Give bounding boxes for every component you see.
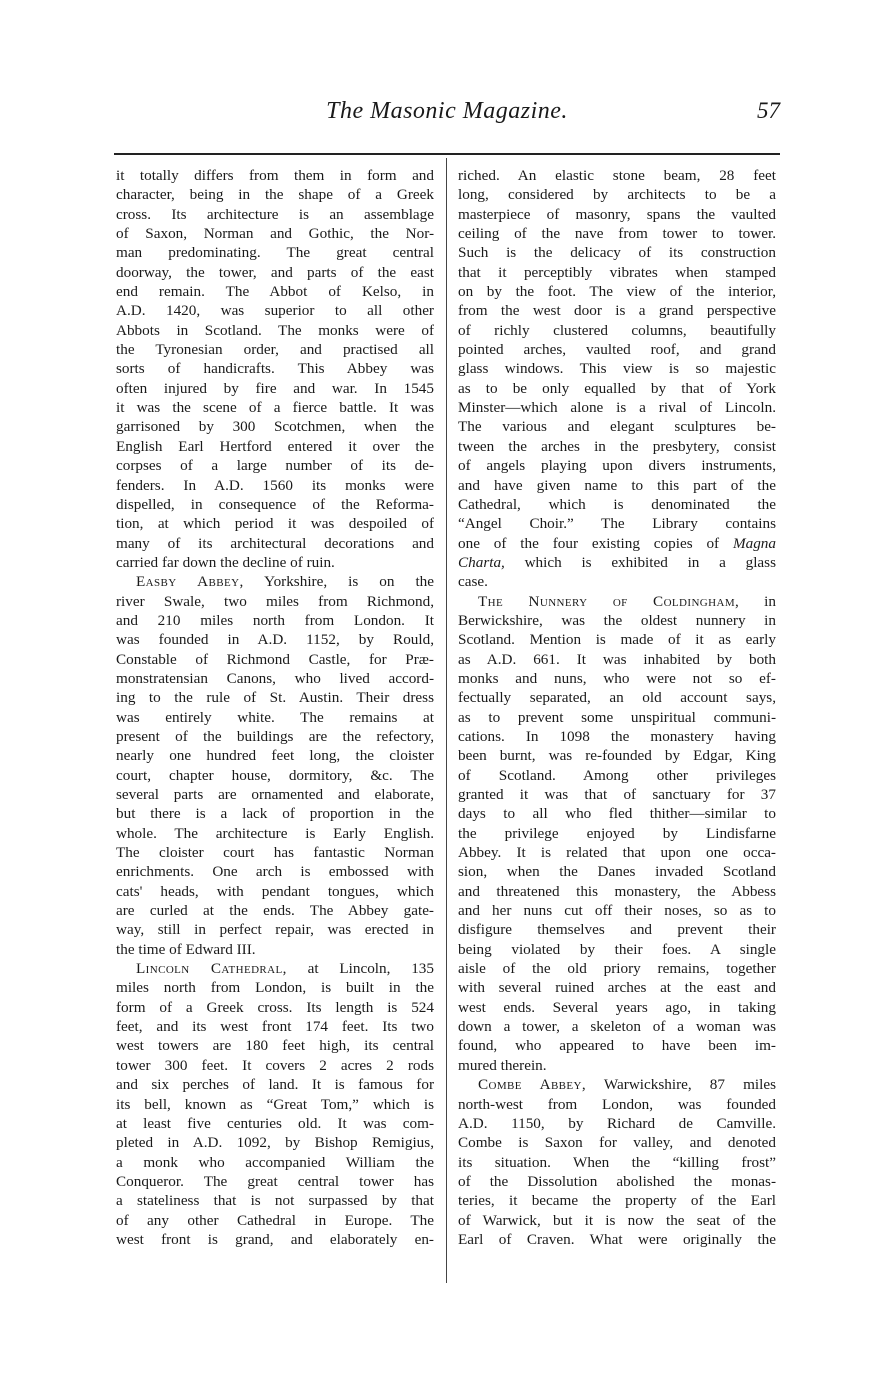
page-header [114, 98, 780, 138]
line-text: Warwickshire, 87 miles [586, 1076, 776, 1094]
text-line [116, 940, 434, 959]
line-text: Minster—which alone is a rival of Lincoln. [458, 399, 776, 417]
line-text: pointed arches, vaulted roof, and grand [458, 341, 776, 359]
text-line [458, 340, 776, 359]
text-line [116, 398, 434, 417]
line-text: it was the scene of a fierce battle. It was [116, 399, 434, 417]
line-text: cations. In 1098 the monastery having [458, 727, 776, 745]
line-text: of Scotland. Among other privileges [458, 766, 776, 784]
line-text: ing to the rule of St. Austin. Their dress [116, 689, 434, 707]
line-text: was founded in A.D. 1152, by Rould, [116, 631, 434, 649]
text-line [116, 592, 434, 611]
line-text: form of a Greek cross. Its length is 524 [116, 998, 434, 1016]
text-line [458, 882, 776, 901]
text-line [458, 1075, 776, 1094]
line-text: doorway, the tower, and parts of the east [116, 263, 434, 281]
text-line [458, 1114, 776, 1133]
line-text: several parts are ornamented and elaborate, [116, 786, 434, 803]
text-line [116, 1211, 434, 1230]
line-text: in [739, 592, 776, 610]
text-line [458, 611, 776, 630]
line-text: tion, at which period it was despoiled of [116, 515, 434, 533]
line-text: Berwickshire, was the oldest nunnery in [458, 611, 776, 629]
line-text: on by the foot. The view of the interior, [458, 283, 776, 301]
line-text: of Saxon, Norman and Gothic, the Nor- [116, 225, 434, 243]
text-line [458, 282, 776, 301]
text-line [116, 978, 434, 997]
text-line [116, 553, 434, 572]
text-line [458, 940, 776, 959]
text-line [458, 437, 776, 456]
line-text: with several ruined arches at the east and [458, 979, 776, 997]
line-text: Scotland. Mention is made of it as early [458, 631, 776, 649]
text-line [116, 263, 434, 282]
text-line [116, 727, 434, 746]
text-line [458, 978, 776, 997]
line-text: of any other Cathedral in Europe. The [116, 1211, 434, 1229]
text-line [458, 1036, 776, 1055]
text-line [116, 1036, 434, 1055]
line-text: a monk who accompanied William the [116, 1153, 434, 1171]
italic-text: Charta, [458, 553, 505, 571]
text-line [116, 417, 434, 436]
text-line [116, 185, 434, 204]
line-text: and 210 miles north from London. It [116, 611, 434, 629]
text-line [116, 282, 434, 301]
line-text: the time of Edward III. [116, 940, 256, 958]
text-line [116, 920, 434, 939]
text-line [116, 785, 434, 804]
section-heading: The Nunnery of Coldingham, [478, 592, 740, 610]
line-text: but there is a lack of proportion in the [116, 805, 434, 823]
text-line [458, 185, 776, 204]
text-line [458, 785, 776, 804]
text-line [116, 166, 434, 185]
line-text: it totally differs from them in form and [116, 167, 434, 184]
line-text: at least five centuries old. It was com- [116, 1114, 434, 1132]
line-text: riched. An elastic stone beam, 28 feet [458, 167, 776, 184]
line-text: of Warwick, but it is now the seat of the [458, 1211, 776, 1229]
line-text: Abbey. It is related that upon one occa- [458, 844, 776, 862]
line-text: Abbots in Scotland. The monks were of [116, 321, 434, 339]
line-text: as A.D. 661. It was inhabited by both [458, 650, 776, 668]
line-text: which is exhibited in a glass [504, 553, 776, 571]
text-line [116, 1133, 434, 1152]
line-text: of angels playing upon divers instruments, [458, 457, 776, 475]
line-text: a stateliness that is not surpassed by that [116, 1192, 434, 1210]
text-line [458, 224, 776, 243]
text-line [116, 669, 434, 688]
text-line [458, 359, 776, 378]
page-number: 57 [757, 98, 780, 123]
text-line [116, 476, 434, 495]
line-text: granted it was that of sanctuary for 37 [458, 786, 776, 803]
line-text: A.D. 1420, was superior to all other [116, 302, 434, 320]
text-line [116, 611, 434, 630]
text-line [458, 456, 776, 475]
line-text: one of the four existing copies of [458, 534, 733, 552]
text-line [116, 862, 434, 881]
line-text: “Angel Choir.” The Library contains [458, 515, 776, 533]
text-line [116, 514, 434, 533]
line-text: Such is the delicacy of its construction [458, 244, 776, 262]
line-text: sorts of handicrafts. This Abbey was [116, 360, 434, 378]
text-line [458, 746, 776, 765]
line-text: monstratensian Canons, who lived accord- [116, 669, 434, 687]
text-line [116, 708, 434, 727]
text-line [458, 824, 776, 843]
line-text: and her nuns cut off their noses, so as to [458, 902, 776, 920]
text-line [458, 1230, 776, 1249]
running-title: The Masonic Magazine. [326, 98, 568, 124]
text-line [116, 1191, 434, 1210]
line-text: days to all who fled thither—similar to [458, 805, 776, 823]
line-text: being violated by their foes. A single [458, 940, 776, 958]
text-line [458, 1133, 776, 1152]
line-text: down a tower, a skeleton of a woman was [458, 1018, 776, 1036]
text-line [458, 379, 776, 398]
line-text: west front is grand, and elaborately en- [116, 1230, 434, 1248]
text-line [458, 843, 776, 862]
line-text: way, still in perfect repair, was erected in [116, 921, 434, 939]
text-line [458, 398, 776, 417]
line-text: cats' heads, with pendant tongues, which [116, 882, 434, 900]
text-line [116, 205, 434, 224]
text-line [458, 862, 776, 881]
line-text: end remain. The Abbot of Kelso, in [116, 283, 434, 301]
line-text: Cathedral, which is denominated the [458, 495, 776, 513]
text-line [458, 727, 776, 746]
text-line [116, 688, 434, 707]
line-text: character, being in the shape of a Greek [116, 186, 434, 204]
line-text: its bell, known as “Great Tom,” which is [116, 1095, 434, 1113]
text-line [116, 1075, 434, 1094]
line-text: garrisoned by 300 Scotchmen, when the [116, 418, 434, 436]
text-line [458, 901, 776, 920]
line-text: and threatened this monastery, the Abbess [458, 882, 776, 900]
column-divider [446, 158, 447, 1283]
text-line [116, 224, 434, 243]
text-line [116, 340, 434, 359]
text-line [116, 998, 434, 1017]
line-text: Combe is Saxon for valley, and denoted [458, 1134, 776, 1152]
text-line [458, 688, 776, 707]
line-text: sion, when the Danes invaded Scotland [458, 863, 776, 881]
line-text: masterpiece of masonry, spans the vaulted [458, 205, 776, 223]
text-line [116, 1095, 434, 1114]
text-line [116, 495, 434, 514]
line-text: enrichments. One arch is embossed with [116, 863, 434, 881]
text-line [458, 1056, 776, 1075]
text-line [458, 205, 776, 224]
text-line [116, 534, 434, 553]
line-text: carried far down the decline of ruin. [116, 553, 335, 571]
text-line [458, 1191, 776, 1210]
line-text: court, chapter house, dormitory, &c. The [116, 766, 434, 784]
text-line [116, 379, 434, 398]
right-column [458, 166, 776, 1249]
text-line [458, 1017, 776, 1036]
text-line [116, 804, 434, 823]
line-text: found, who appeared to have been im- [458, 1037, 776, 1055]
text-line [116, 766, 434, 785]
text-line [458, 669, 776, 688]
text-line [458, 321, 776, 340]
text-line [458, 1153, 776, 1172]
line-text: and have given name to this part of the [458, 476, 776, 494]
text-line [458, 514, 776, 533]
text-line [458, 959, 776, 978]
text-line [116, 1056, 434, 1075]
text-line [458, 534, 776, 553]
line-text: was entirely white. The remains at [116, 708, 434, 726]
text-line [116, 843, 434, 862]
text-line [458, 1172, 776, 1191]
text-line [458, 804, 776, 823]
text-line [116, 959, 434, 978]
text-line [116, 1153, 434, 1172]
line-text: fenders. In A.D. 1560 its monks were [116, 476, 434, 494]
line-text: Yorkshire, is on the [243, 573, 434, 591]
text-line [116, 630, 434, 649]
text-line [458, 1095, 776, 1114]
text-line [116, 1172, 434, 1191]
text-line [458, 263, 776, 282]
text-line [458, 630, 776, 649]
line-text: from the west door is a grand perspective [458, 302, 776, 320]
text-line [458, 495, 776, 514]
line-text: west ends. Several years ago, in taking [458, 998, 776, 1016]
line-text: north-west from London, was founded [458, 1095, 776, 1113]
text-line [116, 301, 434, 320]
line-text: Constable of Richmond Castle, for Præ- [116, 650, 434, 668]
line-text: glass windows. This view is so majestic [458, 360, 776, 378]
line-text: west towers are 180 feet high, its central [116, 1037, 434, 1055]
line-text: Earl of Craven. What were originally the [458, 1230, 776, 1248]
text-line [458, 572, 776, 591]
line-text: pleted in A.D. 1092, by Bishop Remigius, [116, 1134, 434, 1152]
line-text: of the Dissolution abolished the monas- [458, 1172, 776, 1190]
text-line [458, 920, 776, 939]
line-text: as to be only equalled by that of York [458, 379, 776, 397]
text-line [458, 476, 776, 495]
line-text: miles north from London, is built in the [116, 979, 434, 997]
line-text: man predominating. The great central [116, 244, 434, 262]
line-text: often injured by fire and war. In 1545 [116, 379, 434, 397]
text-line [116, 572, 434, 591]
line-text: ceiling of the nave from tower to tower. [458, 225, 776, 243]
text-line [116, 901, 434, 920]
text-line [116, 882, 434, 901]
line-text: as to prevent some unspiritual communi- [458, 708, 776, 726]
line-text: are curled at the ends. The Abbey gate- [116, 902, 434, 920]
line-text: cross. Its architecture is an assemblage [116, 205, 434, 223]
text-line [116, 456, 434, 475]
line-text: river Swale, two miles from Richmond, [116, 592, 434, 610]
line-text: tower 300 feet. It covers 2 acres 2 rods [116, 1056, 434, 1074]
line-text: of richly clustered columns, beautifully [458, 321, 776, 339]
line-text: that it perceptibly vibrates when stamped [458, 263, 776, 281]
line-text: fectually separated, an old account says, [458, 689, 776, 707]
text-line [116, 746, 434, 765]
line-text: been burnt, was re-founded by Edgar, King [458, 747, 776, 765]
text-line [458, 301, 776, 320]
text-line [458, 708, 776, 727]
text-line [458, 166, 776, 185]
text-line [458, 998, 776, 1017]
text-line [116, 1114, 434, 1133]
line-text: disfigure themselves and prevent their [458, 921, 776, 939]
text-line [116, 1017, 434, 1036]
text-line [116, 437, 434, 456]
line-text: long, considered by architects to be a [458, 186, 776, 204]
line-text: nearly one hundred feet long, the cloister [116, 747, 434, 765]
text-line [116, 321, 434, 340]
line-text: mured therein. [458, 1056, 547, 1074]
line-text: English Earl Hertford entered it over the [116, 437, 434, 455]
section-heading: Combe Abbey, [478, 1076, 587, 1094]
line-text: the privilege enjoyed by Lindisfarne [458, 824, 776, 842]
text-line [116, 1230, 434, 1249]
text-line [458, 553, 776, 572]
line-text: many of its architectural decorations and [116, 534, 434, 552]
text-line [116, 650, 434, 669]
section-heading: Lincoln Cathedral, [136, 960, 287, 978]
line-text: tween the arches in the presbytery, consist [458, 437, 776, 455]
italic-text: Magna [732, 534, 776, 552]
text-line [458, 592, 776, 611]
line-text: its situation. When the “killing frost” [458, 1153, 776, 1171]
text-line [458, 243, 776, 262]
line-text: Conqueror. The great central tower has [116, 1172, 434, 1190]
line-text: case. [458, 573, 488, 591]
line-text: A.D. 1150, by Richard de Camville. [458, 1114, 776, 1132]
text-line [458, 650, 776, 669]
section-heading: Easby Abbey, [136, 573, 244, 591]
text-line [458, 766, 776, 785]
line-text: dispelled, in consequence of the Reforma- [116, 495, 434, 513]
line-text: The cloister court has fantastic Norman [116, 844, 434, 862]
line-text: corpses of a large number of its de- [116, 457, 434, 475]
line-text: aisle of the old priory remains, together [458, 960, 776, 978]
line-text: monks and nuns, who were not so ef- [458, 669, 776, 687]
line-text: The various and elegant sculptures be- [458, 418, 776, 436]
line-text: present of the buildings are the refectory, [116, 727, 434, 745]
line-text: and six perches of land. It is famous for [116, 1076, 434, 1094]
line-text: whole. The architecture is Early English. [116, 824, 434, 842]
text-line [116, 243, 434, 262]
text-line [458, 417, 776, 436]
left-column [116, 166, 434, 1249]
line-text: teries, it became the property of the Earl [458, 1192, 776, 1210]
text-line [116, 359, 434, 378]
text-line [116, 824, 434, 843]
header-rule [114, 153, 780, 155]
line-text: at Lincoln, 135 [286, 960, 434, 978]
line-text: the Tyronesian order, and practised all [116, 341, 434, 359]
text-line [458, 1211, 776, 1230]
line-text: feet, and its west front 174 feet. Its two [116, 1018, 434, 1036]
